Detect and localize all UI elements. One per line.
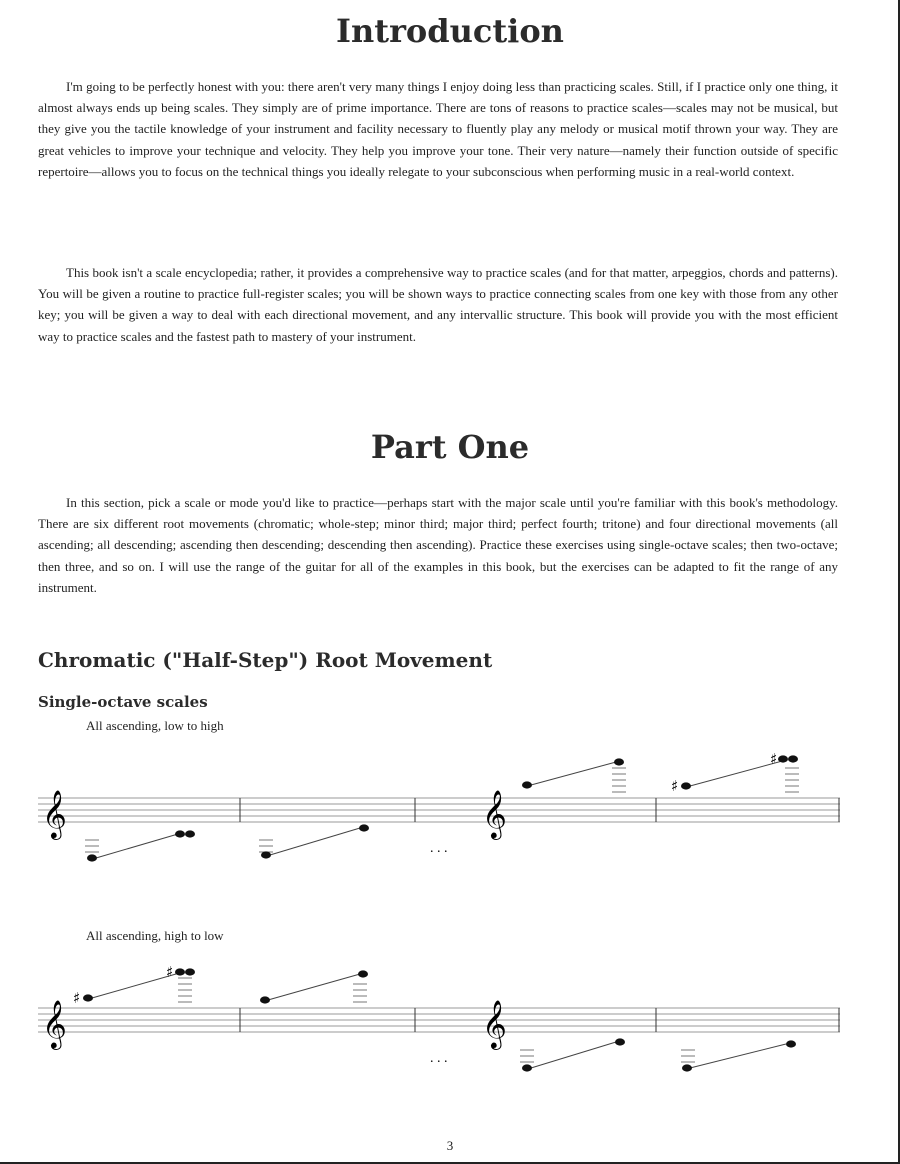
note-head [185, 968, 195, 975]
note-head [788, 755, 798, 762]
staff-lines [38, 798, 840, 822]
note-head [615, 1038, 625, 1045]
continuation-ellipsis: . . . [430, 1051, 448, 1066]
note-head [261, 851, 271, 858]
staff-lines [38, 1008, 840, 1032]
note-head [175, 830, 185, 837]
continuation-ellipsis: . . . [430, 841, 448, 856]
treble-clef-icon: 𝄞 [482, 789, 507, 838]
note-head [778, 755, 788, 762]
treble-clef-icon: 𝄞 [42, 789, 67, 838]
note-head [260, 996, 270, 1003]
note-head [681, 782, 691, 789]
part-one-title: Part One [370, 428, 530, 466]
intro-paragraph-2: This book isn't a scale encyclopedia; rather, it provides a comprehensive way to practice scales (and for that matter, arpeggios, chords and patterns). You will be given a routine to practice full-register scales; you will be shown ways to practice connecting scales from one key with those from any other key; you will be given a way to deal with each directional movement, and any intervallic structure. This book will provide you with the most efficient way to practice scales and the fastest path to mastery of your instrument. [38, 265, 838, 344]
sharp-icon: ♯ [166, 963, 174, 981]
note-head [87, 854, 97, 861]
treble-clef-icon: 𝄞 [42, 999, 67, 1048]
note-head [175, 968, 185, 975]
note-head [83, 994, 93, 1001]
intro-paragraph-1: I'm going to be perfectly honest with you: there aren't very many things I enjoy doing less than practicing scales. Still, if I practice only one thing, it almost always ends up being scales. They simply are of prime importance. There are tons of reasons to practice scales—scales may not be musical, but they give you the tactile knowledge of your instrument and facility necessary to fluently play any melody or musical motif thrown your way. They are great vehicles to improve your technique and velocity. They help you improve your tone. Their very nature—namely their function outside of specific repertoire—allows you to focus on the technical things you ideally relegate to your subconscious when performing music in a real-world context. [38, 79, 838, 179]
sharp-icon: ♯ [73, 989, 81, 1007]
note-head [185, 830, 195, 837]
treble-clef-icon: 𝄞 [482, 999, 507, 1048]
sharp-icon: ♯ [671, 777, 679, 795]
note-head [614, 758, 624, 765]
note-head [522, 1064, 532, 1071]
section-heading: Chromatic ("Half-Step") Root Movement [38, 648, 493, 672]
music-staff-example-1 [0, 740, 900, 880]
example-2-caption: All ascending, high to low [86, 928, 224, 943]
part-one-paragraph: In this section, pick a scale or mode you'd like to practice—perhaps start with the major scale until you're familiar with this book's methodology. There are six different root movements (chromatic; whole-step; minor third; major third; perfect fourth; tritone) and four directional movements (all ascending; all descending; ascending then descending; descending then ascending). Practice these exercises using single-octave scales; then two-octave; then three, and so on. I will use the range of the guitar for all of the examples in this book, but the exercises can be adapted to fit the range of any instrument. [38, 495, 838, 595]
example-1-caption: All ascending, low to high [86, 718, 224, 733]
music-staff-example-2 [0, 950, 900, 1090]
intro-title: Introduction [336, 12, 564, 50]
note-head [358, 970, 368, 977]
note-head [786, 1040, 796, 1047]
sharp-icon: ♯ [770, 750, 778, 768]
note-head [682, 1064, 692, 1071]
note-head [522, 781, 532, 788]
note-head [359, 824, 369, 831]
section-subheading: Single-octave scales [38, 693, 208, 711]
page-number: 3 [446, 1138, 454, 1153]
